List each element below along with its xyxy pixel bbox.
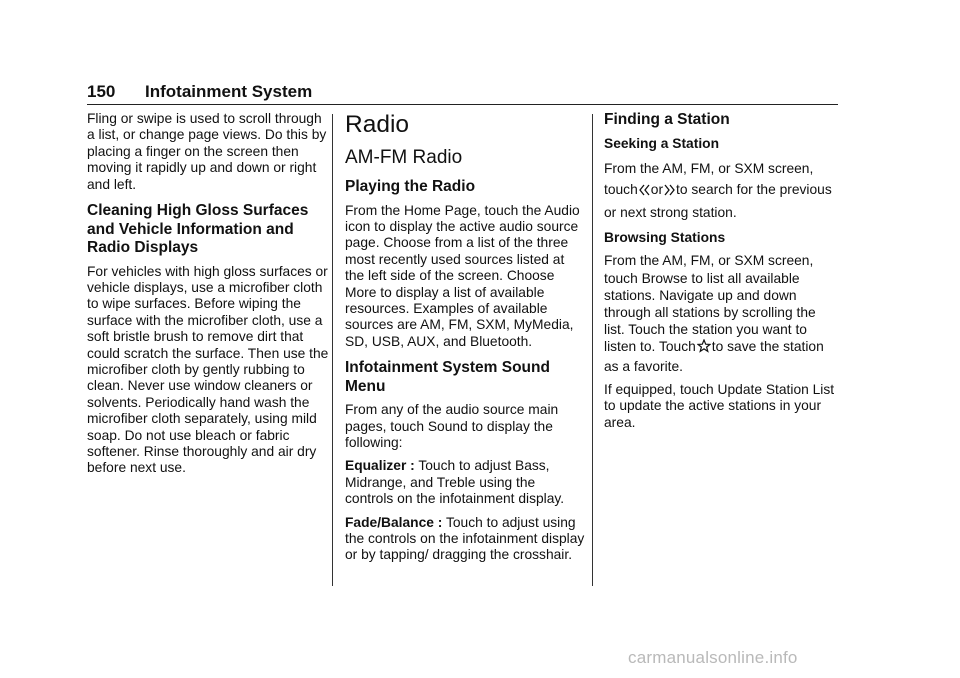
column-right (604, 111, 836, 431)
playing-paragraph: From the Home Page, touch the Audio icon to display the active audio source page. Choose from a list of the three most recently used sources listed at the left side of the screen. Choose More to display a list of available resources. Examples of available sources are AM, FM, SXM, MyMedia, SD, USB, AUX, and Bluetooth. (345, 202, 580, 349)
equalizer-item (345, 458, 585, 507)
fling-paragraph: Fling or swipe is used to scroll through a list, or change page views. Do this by placing a finger on the screen then moving it rapidly up and down or right and left. (87, 111, 327, 192)
watermark: carmanualsonline.info (628, 648, 798, 667)
sound-paragraph: From any of the audio source main pages, touch Sound to display the following: (345, 402, 559, 450)
browsing-text-b: to save the station as a favorite. (604, 339, 824, 374)
cleaning-heading: Cleaning High Gloss Surfaces and Vehicle Information and Radio Displays (87, 202, 309, 257)
equalizer-label: Equalizer : (345, 458, 415, 474)
cleaning-paragraph: For vehicles with high gloss surfaces or vehicle displays, use a microfiber cloth to wipe surfaces. Before wiping the surface with the microfiber cloth, use a soft bristle brush to remove dirt that could scratch the surface. Then use the microfiber cloth by gently rubbing to clean. Never use window cleaners or solvents. Periodically hand wash the microfiber cloth separately, using mild soap. Do not use bleach or fabric softener. Rinse thoroughly and air dry before next use. (87, 263, 329, 476)
equalizer-text: Touch to adjust Bass, Midrange, and Treble using the controls on the infotainment display. (345, 458, 565, 507)
update-paragraph: If equipped, touch Update Station List to update the active stations in your area. (604, 381, 835, 430)
seeking-text-a: From the AM, FM, or SXM screen, touch (604, 160, 814, 197)
column-divider (592, 114, 593, 586)
amfm-heading: AM-FM Radio (345, 147, 463, 168)
seeking-text-or: or (650, 181, 664, 197)
page-number: 150 (87, 82, 116, 101)
sound-menu-heading: Infotainment System Sound Menu (345, 359, 550, 395)
browsing-text-a: From the AM, FM, or SXM screen, touch Browse to list all available stations. Navigate up and down through all stations by scrolling the list. Touch the station you want to listen to. Touch (604, 253, 816, 355)
browsing-heading: Browsing Stations (604, 229, 726, 245)
fade-balance-item (345, 515, 585, 564)
seeking-heading: Seeking a Station (604, 135, 720, 151)
star-icon (697, 339, 711, 357)
browsing-paragraph (604, 252, 836, 374)
finding-heading: Finding a Station (604, 111, 730, 128)
column-divider (332, 114, 333, 586)
playing-heading: Playing the Radio (345, 178, 476, 195)
fade-balance-label: Fade/Balance : (345, 514, 443, 530)
seek-forward-icon (664, 181, 675, 202)
column-middle (345, 111, 585, 564)
page-header (87, 84, 838, 105)
seek-back-icon (639, 181, 650, 202)
column-left (87, 111, 330, 477)
seeking-text-b: to search for the previous or next strong station. (604, 181, 832, 220)
fade-balance-text: Touch to adjust using the controls on the infotainment display or by tapping/ dragging the crosshair. (345, 514, 585, 563)
radio-heading: Radio (345, 111, 410, 138)
section-title: Infotainment System (145, 82, 313, 101)
seeking-paragraph (604, 158, 836, 223)
